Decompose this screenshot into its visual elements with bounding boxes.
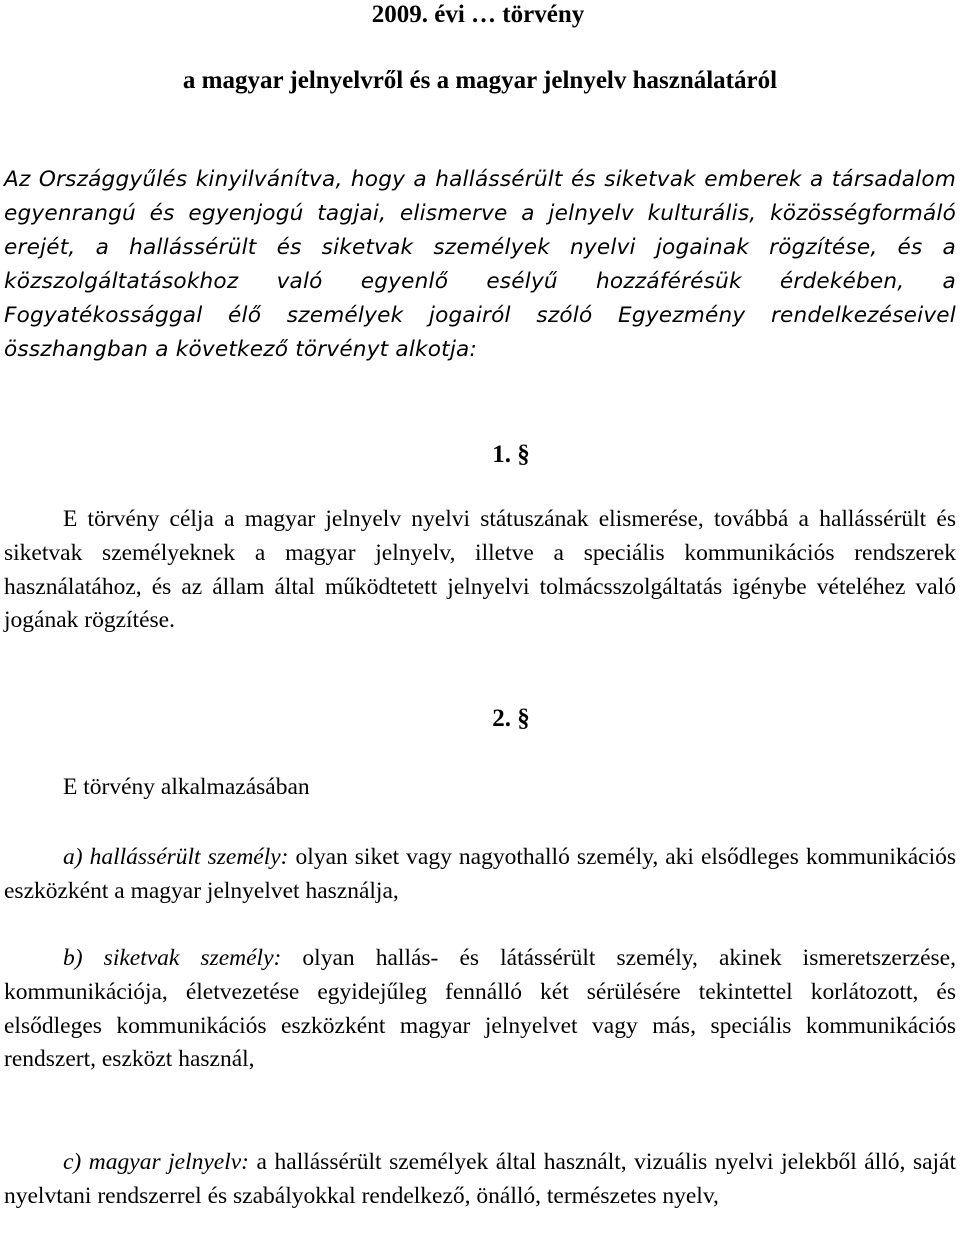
definition-a-text: olyan siket vagy nagyothalló személy, aki elsődleges kommunikációs eszközként a magyar jelnyelvet használja, <box>4 844 956 904</box>
definition-b-text: olyan hallás- és látássérült személy, akinek ismeretszerzése, kommunikációja, életvezetése egyidejűleg fennálló két sérülésére tekintettel korlátozott, és elsődleges kommunikációs eszközként magyar jelnyelvet vagy más, speciális kommunikációs rendszert, eszközt használ, <box>4 945 956 1073</box>
law-title-subject: a magyar jelnyelvről és a magyar jelnyelv használatáról <box>182 67 778 94</box>
definition-c-term: c) magyar jelnyelv: <box>63 1149 250 1175</box>
definition-b <box>4 942 956 1077</box>
law-title-number: 2009. évi … törvény <box>371 1 585 28</box>
definition-c <box>4 1146 956 1214</box>
definition-a <box>4 841 956 909</box>
section-1-text: E törvény célja a magyar jelnyelv nyelvi státuszának elismerése, továbbá a hallássérült és siketvak személyeknek a magyar jelnyelv, illetve a speciális kommunikációs rendszerek használatához, és az állam által működtetett jelnyelvi tolmácsszolgáltatás igénybe vételéhez való jogának rögzítése. <box>4 506 956 634</box>
definition-b-term: b) siketvak személy: <box>63 945 282 971</box>
section-2-intro: E törvény alkalmazásában <box>63 774 310 800</box>
definition-a-term: a) hallássérült személy: <box>63 844 289 870</box>
definition-c-text: a hallássérült személyek által használt, vizuális nyelvi jelekből álló, saját nyelvtani rendszerrel és szabályokkal rendelkező, önálló, természetes nyelv, <box>4 1149 957 1209</box>
section-1-heading: 1. § <box>492 441 530 468</box>
section-2-heading: 2. § <box>492 705 530 732</box>
preamble: Az Országgyűlés kinyilvánítva, hogy a hallássérült és siketvak emberek a társadalom egyenrangú és egyenjogú tagjai, elismerve a jelnyelv kulturális, közösségformáló erejét, a hallássérült és siketvak személyek nyelvi jogainak rögzítése, és a közszolgáltatásokhoz való egyenlő esélyű hozzáférésük érdekében, a Fogyatékossággal élő személyek jogairól szóló Egyezmény rendelkezéseivel összhangban a következő törvényt alkotja: <box>4 167 956 363</box>
